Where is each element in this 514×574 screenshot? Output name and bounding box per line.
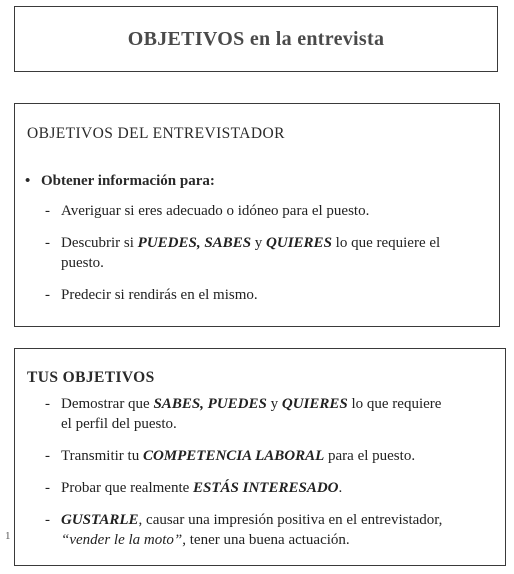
item-text: para el puesto. bbox=[324, 448, 416, 464]
your-objectives-box bbox=[14, 348, 506, 566]
item-text: lo que requiere el bbox=[331, 235, 441, 251]
item-text: . bbox=[338, 480, 343, 496]
keyword: QUIERES bbox=[281, 396, 348, 412]
dash-icon: - bbox=[45, 203, 50, 219]
item-text: Descubrir si bbox=[61, 235, 138, 251]
item-text: Averiguar si eres adecuado o idóneo para el puesto. bbox=[61, 203, 370, 219]
keyword: SABES, PUEDES bbox=[153, 396, 267, 412]
keyword: QUIERES bbox=[266, 235, 332, 251]
keyword: PUEDES, SABES bbox=[137, 235, 252, 251]
list-item bbox=[15, 285, 499, 305]
dash-icon: - bbox=[45, 480, 50, 496]
list-item bbox=[15, 201, 499, 221]
keyword: ESTÁS INTERESADO bbox=[193, 480, 339, 496]
your-objectives-list bbox=[15, 394, 505, 562]
item-text: y bbox=[251, 235, 267, 251]
keyword: GUSTARLE bbox=[61, 512, 139, 528]
dash-icon: - bbox=[45, 287, 50, 303]
keyword: COMPETENCIA LABORAL bbox=[142, 448, 325, 464]
item-text: el perfil del puesto. bbox=[61, 416, 177, 432]
list-item bbox=[15, 510, 505, 550]
item-text: lo que requiere bbox=[347, 396, 442, 412]
your-objectives-heading: TUS OBJETIVOS bbox=[27, 369, 155, 386]
item-text: Probar que realmente bbox=[61, 480, 194, 496]
list-item bbox=[15, 233, 499, 273]
item-text: Demostrar que bbox=[61, 396, 154, 412]
dash-icon: - bbox=[45, 396, 50, 412]
item-text: Predecir si rendirás en el mismo. bbox=[61, 287, 258, 303]
bullet-icon: • bbox=[25, 173, 31, 189]
lead-item bbox=[25, 173, 215, 190]
list-item bbox=[15, 446, 505, 466]
dash-icon: - bbox=[45, 512, 50, 528]
dash-icon: - bbox=[45, 235, 50, 251]
page-title: OBJETIVOS en la entrevista bbox=[127, 28, 385, 50]
list-item bbox=[15, 394, 505, 434]
interviewer-objectives-box bbox=[14, 103, 500, 327]
item-text: , tener una buena actuación. bbox=[182, 532, 350, 548]
item-text: y bbox=[266, 396, 282, 412]
interviewer-heading: OBJETIVOS DEL ENTREVISTADOR bbox=[27, 125, 285, 142]
item-text: Transmitir tu bbox=[61, 448, 143, 464]
title-box bbox=[14, 6, 498, 72]
margin-mark: 1 bbox=[5, 530, 11, 542]
quote-text: “vender le la moto” bbox=[61, 532, 183, 548]
interviewer-list bbox=[15, 201, 499, 317]
item-text: , causar una impresión positiva en el entrevistador, bbox=[138, 512, 443, 528]
list-item bbox=[15, 478, 505, 498]
dash-icon: - bbox=[45, 448, 50, 464]
item-text: puesto. bbox=[61, 255, 104, 271]
lead-text: Obtener información para: bbox=[41, 173, 215, 189]
